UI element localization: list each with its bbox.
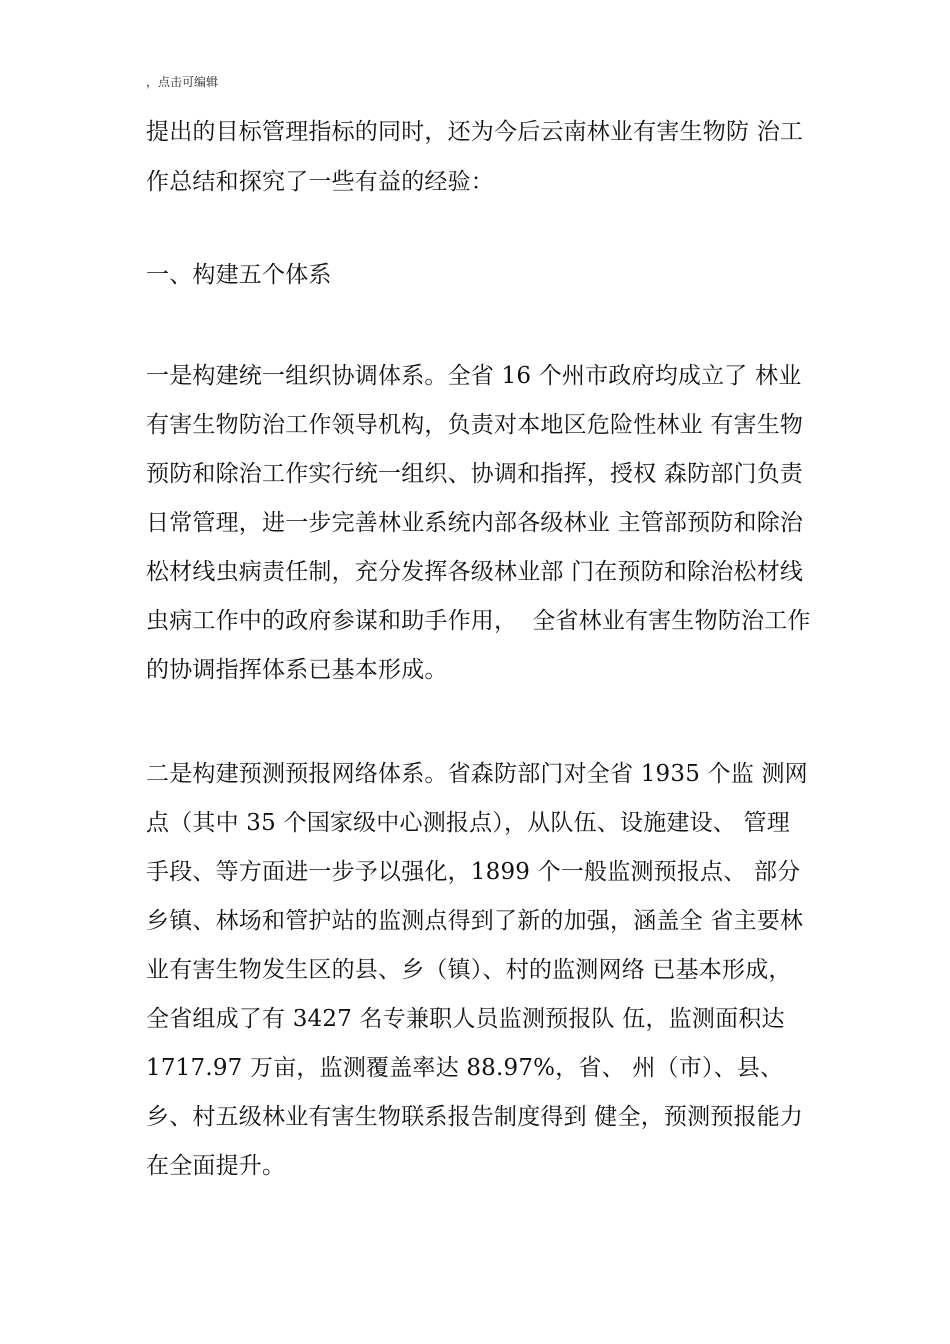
text-line: 日常管理，进一步完善林业系统内部各级林业 主管部预防和除治	[146, 510, 804, 536]
text-line: 作总结和探究了一些有益的经验：	[146, 169, 494, 195]
text-line: 的协调指挥体系已基本形成。	[146, 657, 448, 683]
text-line: 点（其中 35 个国家级中心测报点），从队伍、设施建设、 管理	[146, 810, 790, 836]
edit-hint[interactable]: ，点击可编辑	[146, 75, 219, 89]
text-line: 提出的目标管理指标的同时，还为今后云南林业有害生物防 治工	[146, 119, 804, 145]
text-line: 虫病工作中的政府参谋和助手作用， 全省林业有害生物防治工作	[146, 608, 811, 634]
text-line: 业有害生物发生区的县、乡（镇）、村的监测网络 已基本形成，	[146, 957, 792, 983]
text-line: 手段、等方面进一步予以强化，1899 个一般监测预报点、 部分	[146, 859, 801, 885]
text-line: 一是构建统一组织协调体系。全省 16 个州市政府均成立了 林业	[146, 363, 802, 389]
section-heading: 一、构建五个体系	[146, 262, 332, 288]
text-line: 乡、村五级林业有害生物联系报告制度得到 健全，预测预报能力	[146, 1104, 804, 1130]
text-line: 预防和除治工作实行统一组织、协调和指挥，授权 森防部门负责	[146, 461, 804, 487]
text-line: 乡镇、林场和管护站的监测点得到了新的加强，涵盖全 省主要林	[146, 908, 804, 934]
text-line: 有害生物防治工作领导机构，负责对本地区危险性林业 有害生物	[146, 412, 804, 438]
text-line: 松材线虫病责任制，充分发挥各级林业部 门在预防和除治松材线	[146, 559, 804, 585]
text-line: 全省组成了有 3427 名专兼职人员监测预报队 伍，监测面积达	[146, 1006, 785, 1032]
text-line: 在全面提升。	[146, 1153, 286, 1179]
text-line: 二是构建预测预报网络体系。省森防部门对全省 1935 个监 测网	[146, 761, 808, 787]
text-line: 1717.97 万亩，监测覆盖率达 88.97%，省、 州（市）、县、	[146, 1055, 784, 1081]
